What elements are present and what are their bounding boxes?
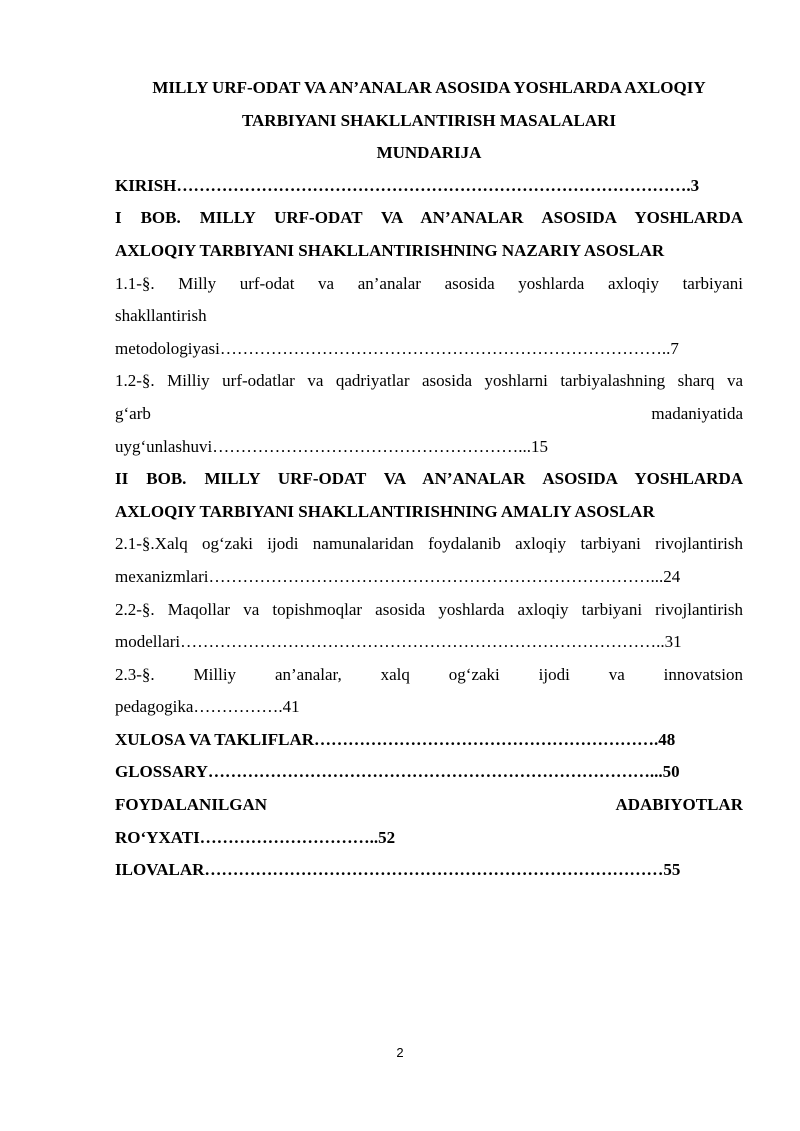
document-title-line1: MILLY URF-ODAT VA AN’ANALAR ASOSIDA YOSHLARDA AXLOQIY [152,78,706,97]
toc-entry-kirish: KIRISH……………………………………………………………………………….3 [115,175,700,195]
toc-chapter1-line2: AXLOQIY TARBIYANI SHAKLLANTIRISHNING NAZARIY ASOSLAR [115,240,665,260]
toc-section-1-2-line1: 1.2-§. Milliy urf-odatlar va qadriyatlar asosida yoshlarni tarbiyalashning sharq va [115,371,743,391]
toc-section-2-3-line2: pedagogika…………….41 [115,697,300,717]
toc-section-1-2-word-b: madaniyatida [651,403,743,423]
toc-section-2-2-line2: modellari…………………………………………………………………………..31 [115,632,682,652]
toc-entry-references-line2: RO‘YXATI…………………………..52 [115,827,396,847]
contents-heading: MUNDARIJA [376,143,482,163]
toc-chapter2-line1: II BOB. MILLY URF-ODAT VA AN’ANALAR ASOSIDA YOSHLARDA [115,469,743,489]
toc-section-2-2-line1: 2.2-§. Maqollar va topishmoqlar asosida yoshlarda axloqiy tarbiyani rivojlantirish [115,599,743,619]
toc-section-2-3-line1: 2.3-§. Milliy an’analar, xalq og‘zaki ijodi va innovatsion [115,664,743,684]
toc-references-word-a: FOYDALANILGAN [115,795,268,815]
toc-chapter2-line2: AXLOQIY TARBIYANI SHAKLLANTIRISHNING AMALIY ASOSLAR [115,501,655,521]
document-page [115,72,743,887]
toc-entry-glossary: GLOSSARY……………………………………………………………………...50 [115,762,680,782]
toc-entry-xulosa: XULOSA VA TAKLIFLAR…………………………………………………….48 [115,729,676,749]
toc-entry-references-line1 [115,789,743,822]
toc-section-1-1-line2: shakllantirish [115,306,207,326]
toc-entry-ilovalar: ILOVALAR………………………………………………………………………55 [115,860,681,880]
toc-section-2-1-line2: mexanizmlari……………………………………………………………………...24 [115,566,681,586]
toc-section-1-1-line1: 1.1-§. Milly urf-odat va an’analar asosida yoshlarda axloqiy tarbiyani [115,273,743,293]
toc-chapter1-line1: I BOB. MILLY URF-ODAT VA AN’ANALAR ASOSIDA YOSHLARDA [115,208,743,228]
toc-references-word-b: ADABIYOTLAR [615,795,743,815]
toc-section-1-2-word-a: g‘arb [115,403,151,423]
toc-section-1-1-line3: metodologiyasi……………………………………………………………………..7 [115,338,679,358]
toc-section-2-1-line1: 2.1-§.Xalq og‘zaki ijodi namunalaridan foydalanib axloqiy tarbiyani rivojlantirish [115,534,743,554]
document-title-line2: TARBIYANI SHAKLLANTIRISH MASALALARI [241,110,617,130]
toc-section-1-2-line3: uyg‘unlashuvi………………………………………………...15 [115,436,549,456]
page-number: 2 [396,1045,404,1060]
toc-section-1-2-line2 [115,398,743,431]
